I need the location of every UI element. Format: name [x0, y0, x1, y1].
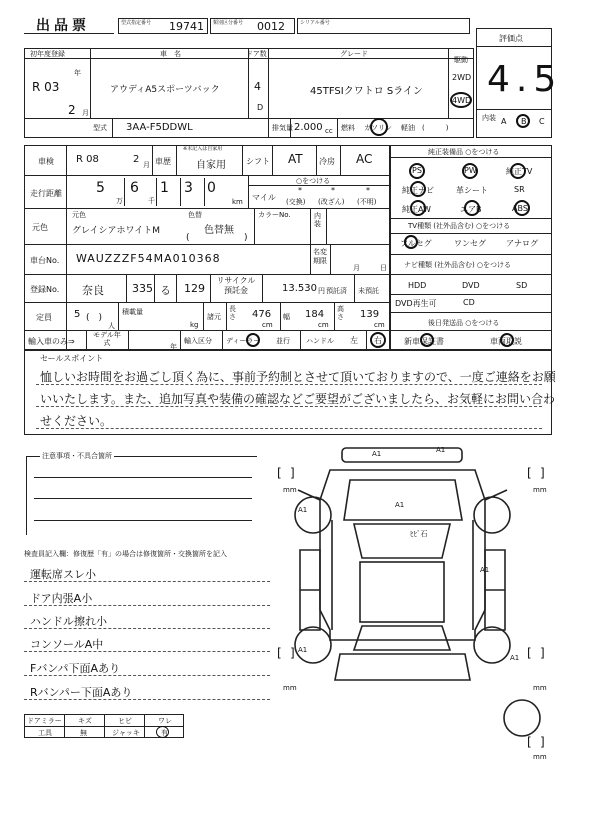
defect-3: ハンドル擦れ小: [30, 615, 107, 628]
handle-right-circle: [370, 332, 386, 348]
damage-right-door: A1: [480, 566, 490, 574]
equip-abs: ABS: [512, 204, 528, 213]
equip-ps: PS: [412, 166, 422, 175]
category-code: 0012: [257, 20, 285, 33]
doors-value: 4: [254, 80, 261, 93]
tv-analog: アナログ: [506, 239, 538, 248]
first-reg-era: R 03: [32, 80, 60, 94]
navi-hdd: HDD: [408, 281, 427, 290]
sales-line-1: 恤しいお時間をお過ごし頂く為に、事前予約制とさせて頂いておりますので、一度ご連絡をお願: [40, 370, 556, 384]
cd-player: CD: [463, 298, 475, 307]
defect-4: コンソールA中: [30, 638, 104, 651]
dealer-circle: [246, 333, 260, 347]
model-code: 19741: [169, 20, 204, 33]
damage-hood: A1: [395, 501, 405, 509]
sales-line-3: せください。: [40, 414, 113, 428]
damage-front-bumper-2: A1: [436, 446, 446, 454]
car-name: アウディA5スポーツバック: [110, 85, 220, 95]
damage-windshield: ﾋﾋﾞ石: [410, 530, 428, 538]
mileage-digit-4: 3: [184, 180, 193, 196]
recycle-fee: 13.530: [282, 283, 317, 294]
defect-6: Rバンパー下面Aあり: [30, 686, 133, 699]
inspector-note-label: 検査員記入欄：修復歴「有」の場合は修復箇所・交換箇所を記入: [24, 550, 227, 558]
doc-manual: 車両取説: [490, 337, 522, 346]
damage-front-left-wheel: A1: [298, 506, 308, 514]
displacement: 2.000: [294, 122, 323, 133]
model-code-box: 型式指定番号 19741: [118, 18, 208, 34]
capacity: 5: [74, 309, 81, 320]
reg-region: 奈良: [82, 284, 104, 297]
navi-dvd: DVD: [462, 281, 480, 290]
notes-box: [26, 456, 257, 535]
defect-1: 運転席スレ小: [30, 568, 96, 581]
rating-score: 4.5: [487, 59, 563, 100]
navi-sd: SD: [516, 281, 528, 290]
reg-kana: る: [160, 284, 171, 297]
defect-2: ドア内張A小: [30, 592, 93, 605]
grade-value: 45TFSIクワトロ Sライン: [310, 86, 423, 97]
height-value: 139: [360, 309, 380, 320]
car-damage-diagram: [270, 440, 560, 760]
color-change: 色替無: [204, 225, 234, 236]
damage-rear-right: A1: [510, 654, 520, 662]
equip-genuine-navi: 純正ナビ: [402, 186, 434, 195]
doc-warranty: 新車保証書: [404, 337, 444, 346]
reg-number: 129: [184, 282, 205, 295]
exterior-color: グレイシアホワイトM: [72, 226, 161, 236]
equip-sr: SR: [514, 185, 525, 194]
mileage-digit-2: 6: [130, 180, 139, 196]
damage-rear-left: A1: [298, 646, 308, 654]
tv-fullseg: フルセグ: [400, 239, 432, 248]
tv-oneseg: ワンセグ: [454, 239, 486, 248]
mileage-digit-5: 0: [207, 180, 216, 196]
page-title: 出品票: [36, 18, 90, 34]
fuel-gasoline-circle: [370, 118, 388, 136]
reg-class: 335: [132, 282, 153, 295]
model-type: 3AA-F5DDWL: [126, 122, 193, 133]
width-value: 184: [305, 309, 325, 320]
chassis-number: WAUZZZF54MA010368: [76, 252, 221, 265]
equip-airbag: エアB: [460, 205, 482, 214]
equip-genuine-aw: 純正AW: [402, 205, 431, 214]
mileage-digit-3: 1: [160, 180, 169, 196]
drive-4wd-circle: [450, 92, 472, 108]
defect-5: Fバンパ下面Aあり: [30, 662, 121, 675]
inspection-date: R 08: [76, 154, 99, 165]
first-reg-month: 2: [68, 103, 76, 117]
rating-box: 評価点 4.5 内装 A B C: [476, 28, 552, 138]
serial-box: シリアル番号: [297, 18, 470, 34]
equip-leather: 革シート: [456, 186, 488, 195]
ac-value: AC: [356, 152, 373, 166]
shift-value: AT: [288, 152, 303, 166]
dvd-playback: DVD再生可: [395, 299, 437, 308]
equip-pw: PW: [464, 166, 477, 175]
mileage-digit-1: 5: [96, 180, 105, 196]
damage-front-bumper: A1: [372, 450, 382, 458]
equip-genuine-tv: 純正TV: [506, 167, 533, 176]
category-box: 類別区分番号 0012: [210, 18, 295, 34]
vehicle-history: 自家用: [196, 160, 226, 171]
interior-grade-circle: [516, 114, 530, 128]
sales-line-2: いいたします。また、追加写真や装備の確認などご要望がございましたら、お気軽にお問い合わ: [40, 392, 556, 406]
length-value: 476: [252, 309, 272, 320]
